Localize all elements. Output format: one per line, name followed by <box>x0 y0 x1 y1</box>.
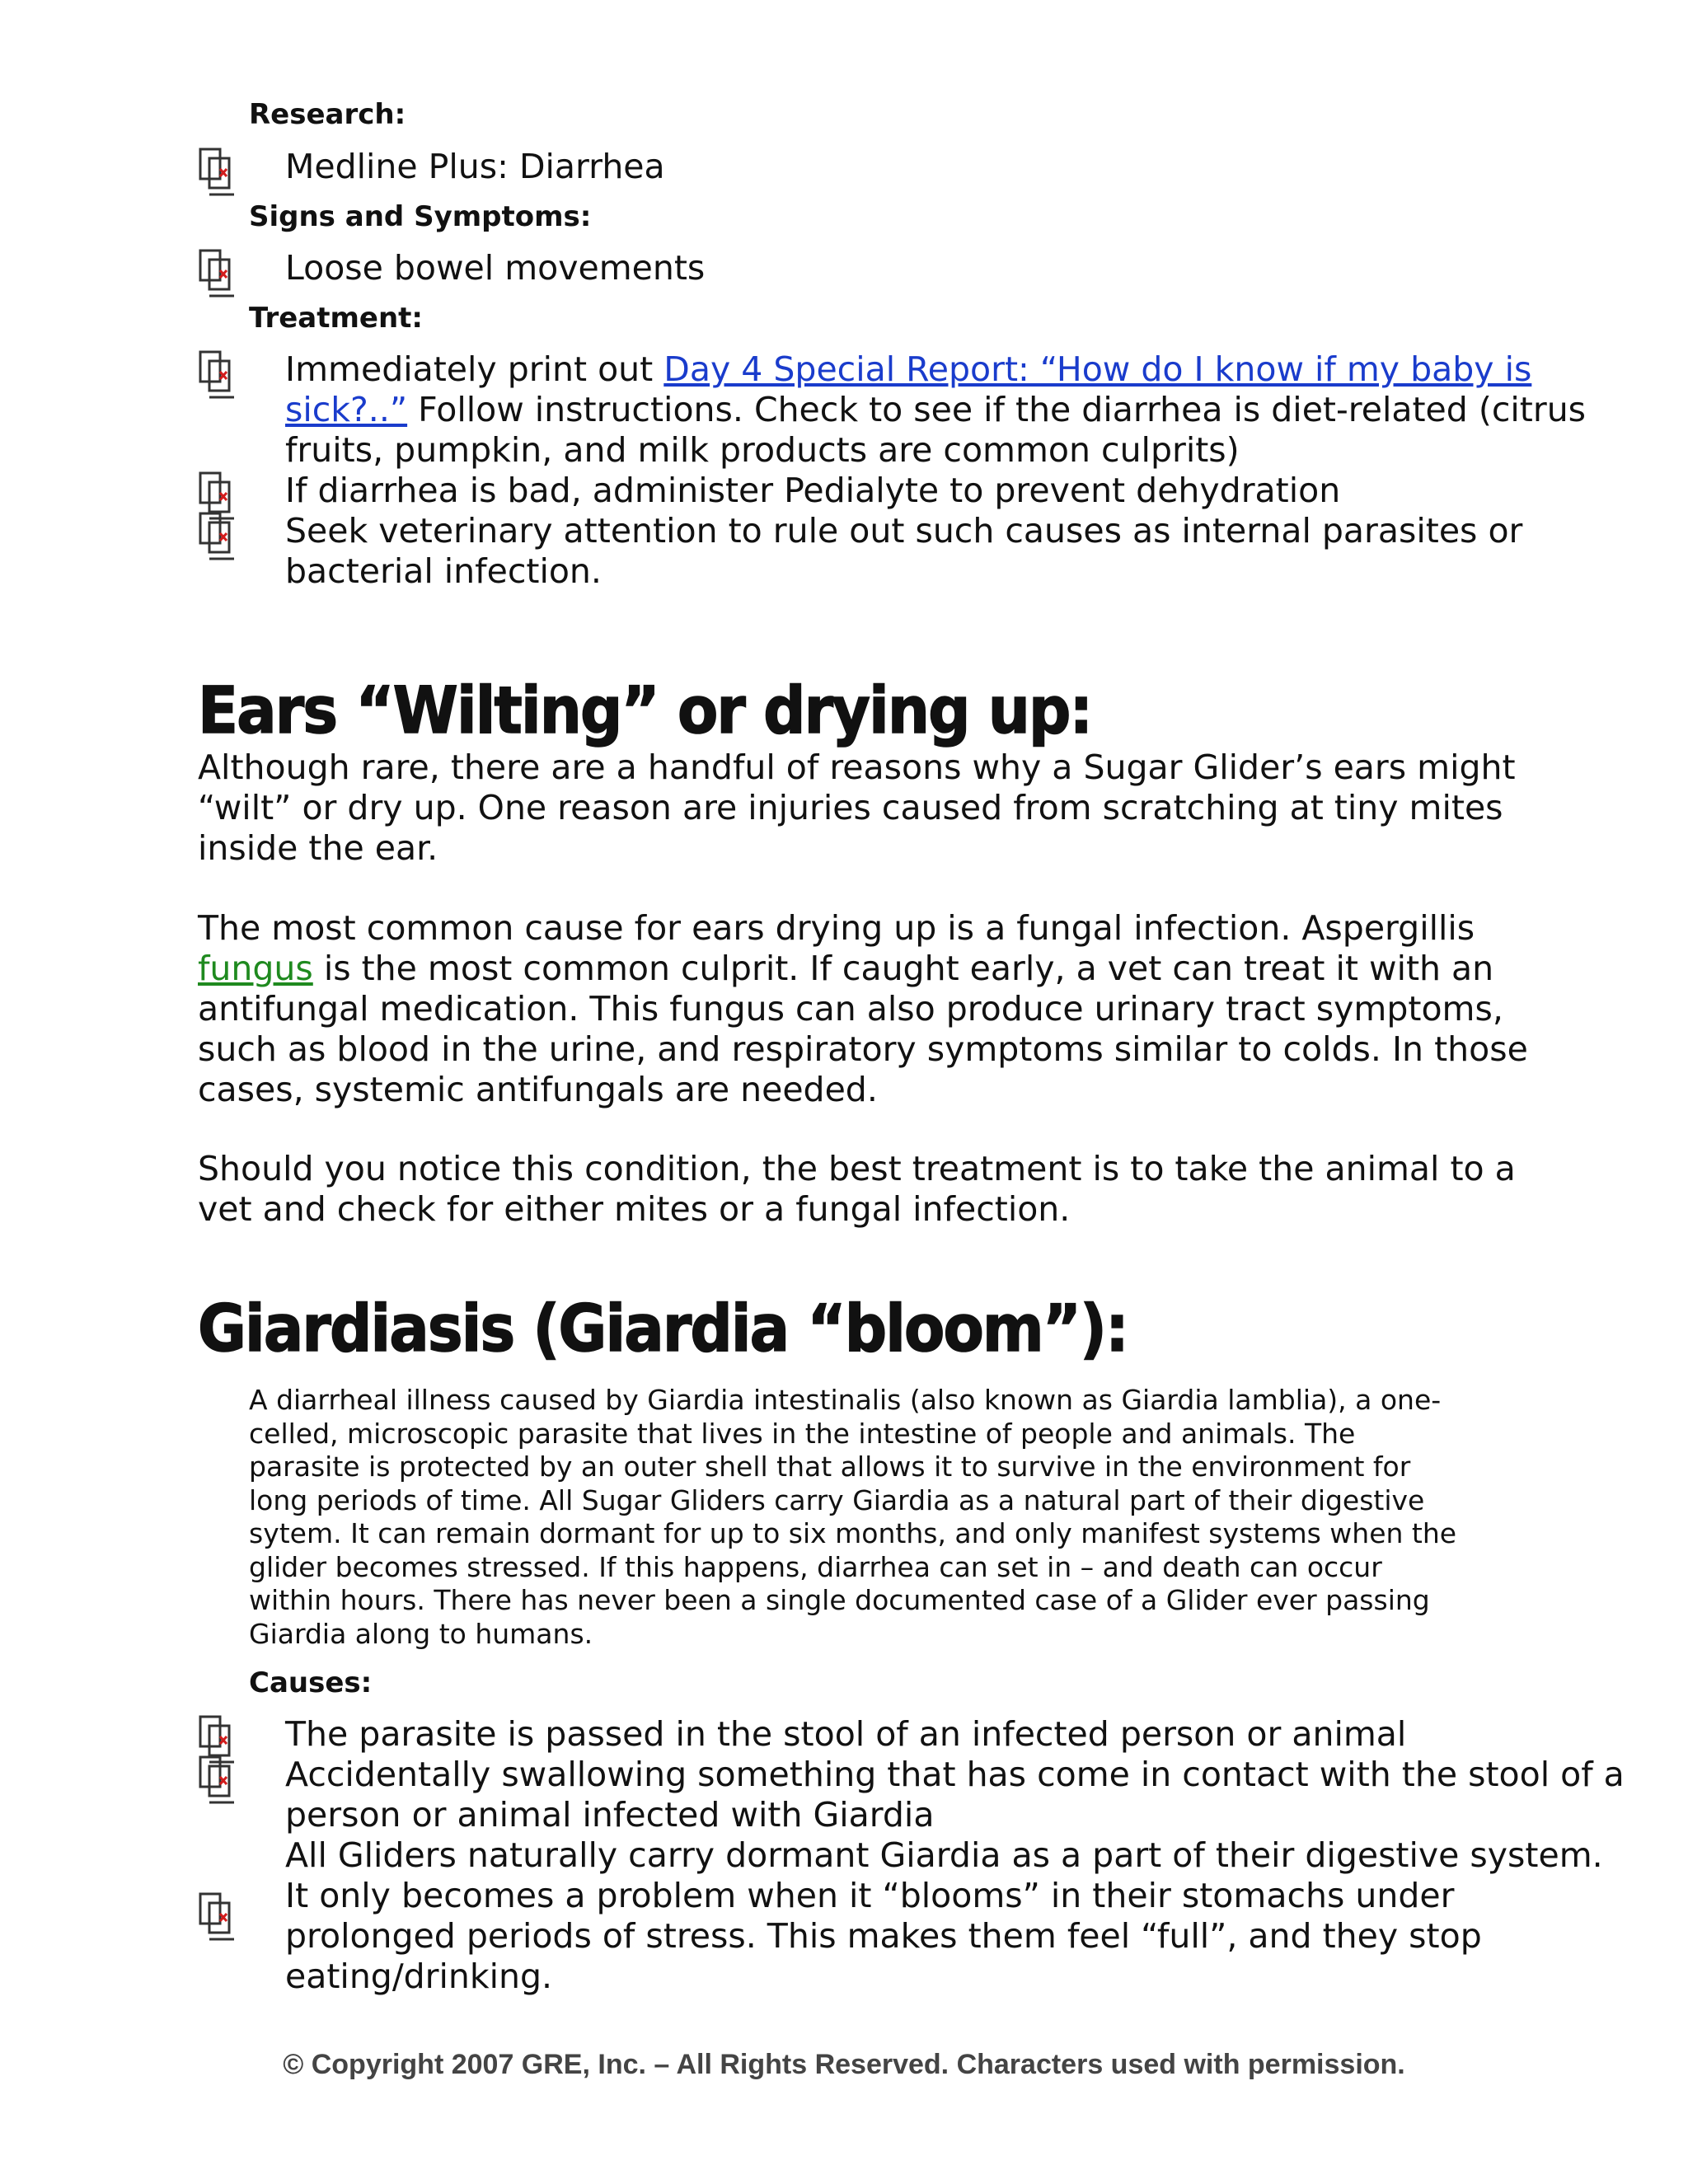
list-item <box>198 248 1632 288</box>
cause-item-1: The parasite is passed in the stool of an infected person or animal <box>285 1714 1407 1754</box>
signs-heading: Signs and Symptoms: <box>249 200 592 233</box>
list-item <box>198 471 1632 511</box>
list-item <box>198 1755 1632 1835</box>
research-heading: Research: <box>249 98 406 131</box>
list-item <box>198 1835 1632 1997</box>
research-item-text: Medline Plus: Diarrhea <box>285 147 665 186</box>
causes-heading: Causes: <box>249 1666 373 1699</box>
giardia-description: A diarrheal illness caused by Giardia intestinalis (also known as Giardia lamblia), a one-celled, microscopic parasite that lives in the intestine of people and animals. The parasite is protected by an outer shell that allows it to survive in the environment for long periods of time. All Sugar Gliders carry Giardia as a natural part of their digestive sytem. It can remain dormant for up to six months, and only manifest systems when the glider becomes stressed. If this happens, diarrhea can set in – and death can occur within hours. There has never been a single documented case of a Glider ever passing Giardia along to humans. <box>249 1384 1457 1650</box>
ears-paragraph-2-prefix: The most common cause for ears drying up is a fungal infection. Aspergillis <box>198 908 1475 948</box>
treatment-item-1-suffix: Follow instructions. Check to see if the diarrhea is diet-related (citrus fruits, pumpkin, and milk products are common culprits) <box>285 390 1587 470</box>
causes-list <box>198 1714 1632 1997</box>
broken-image-icon <box>198 511 237 564</box>
cause-item-3: All Gliders naturally carry dormant Giardia as a part of their digestive system. It only becomes a problem when it “blooms” in their stomachs under prolonged periods of stress. This makes them feel “full”, and they stop eating/drinking. <box>285 1835 1603 1996</box>
treatment-item-3: Seek veterinary attention to rule out such causes as internal parasites or bacterial infection. <box>285 511 1523 591</box>
ears-paragraph-2-suffix: is the most common culprit. If caught early, a vet can treat it with an antifungal medication. This fungus can also produce urinary tract symptoms, such as blood in the urine, and respiratory symptoms similar to colds. In those cases, systemic antifungals are needed. <box>198 949 1528 1109</box>
treatment-item-2: If diarrhea is bad, administer Pedialyte to prevent dehydration <box>285 471 1341 510</box>
broken-image-icon <box>198 147 237 199</box>
list-item <box>198 511 1632 592</box>
signs-item-text: Loose bowel movements <box>285 248 706 288</box>
research-list <box>198 147 1632 187</box>
list-item <box>198 147 1632 187</box>
list-item <box>198 1714 1632 1755</box>
copyright-footer: © Copyright 2007 GRE, Inc. – All Rights Reserved. Characters used with permission. <box>283 2049 1405 2080</box>
ears-heading: Ears “Wilting” or drying up: <box>198 674 1092 748</box>
special-report-link[interactable]: Day 4 Special Report: “How do I know if my baby is sick?..” <box>285 349 1532 429</box>
treatment-item-1-prefix: Immediately print out <box>285 349 664 389</box>
broken-image-icon <box>198 1755 237 1807</box>
treatment-heading: Treatment: <box>249 302 424 335</box>
cause-item-2: Accidentally swallowing something that has come in contact with the stool of a person or animal infected with Giardia <box>285 1755 1625 1835</box>
signs-list <box>198 248 1632 288</box>
fungus-link[interactable]: fungus <box>198 949 313 988</box>
ears-paragraph-1: Although rare, there are a handful of reasons why a Sugar Glider’s ears might “wilt” or dry up. One reason are injuries caused from scratching at tiny mites inside the ear. <box>198 748 1516 868</box>
ears-paragraph-3: Should you notice this condition, the best treatment is to take the animal to a vet and check for either mites or a fungal infection. <box>198 1149 1516 1229</box>
broken-image-icon <box>198 349 237 402</box>
broken-image-icon <box>198 248 237 301</box>
treatment-list <box>198 349 1632 592</box>
list-item <box>198 349 1632 471</box>
ears-paragraph-2 <box>198 908 1550 1110</box>
giardia-heading: Giardiasis (Giardia “bloom”): <box>198 1292 1128 1366</box>
broken-image-icon <box>198 1891 237 1944</box>
treatment-item-1 <box>285 349 1586 470</box>
